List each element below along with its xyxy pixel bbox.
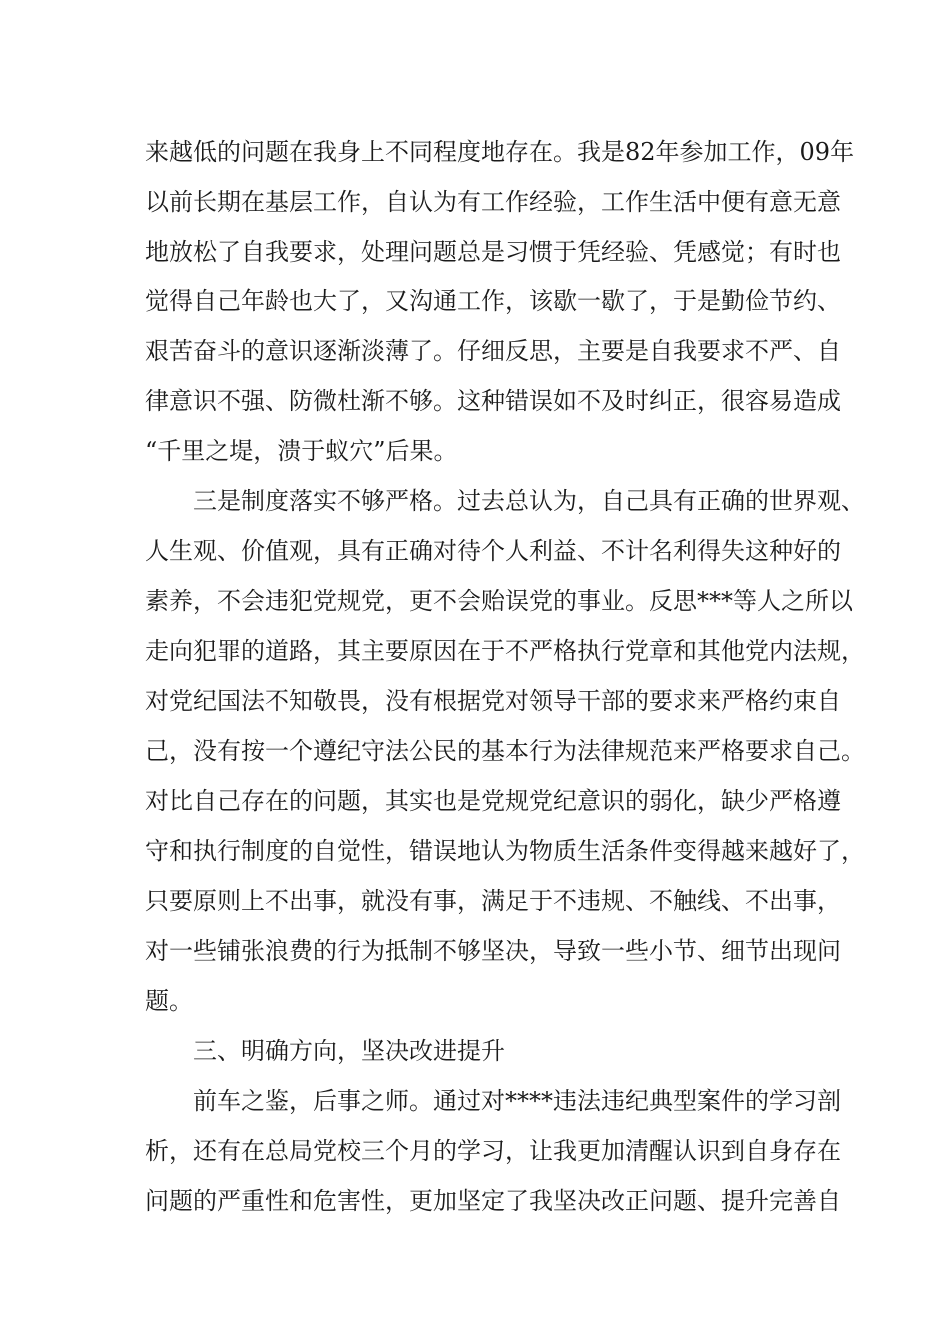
- text-line: 题。: [145, 987, 193, 1015]
- text-line: 觉得自己年龄也大了，又沟通工作，该歇一歇了，于是勤俭节约、: [145, 287, 841, 315]
- text-line: 析，还有在总局党校三个月的学习，让我更加清醒认识到自身存在: [145, 1137, 841, 1165]
- text-line: 地放松了自我要求，处理问题总是习惯于凭经验、凭感觉；有时也: [145, 238, 841, 266]
- paragraph-first-line: 三是制度落实不够严格。过去总认为，自己具有正确的世界观、: [193, 487, 865, 515]
- text-line: 艰苦奋斗的意识逐渐淡薄了。仔细反思，主要是自我要求不严、自: [145, 337, 841, 365]
- text-line: 己，没有按一个遵纪守法公民的基本行为法律规范来严格要求自己。: [145, 737, 865, 765]
- text-line: 问题的严重性和危害性，更加坚定了我坚决改正问题、提升完善自: [145, 1187, 841, 1215]
- text-line: 走向犯罪的道路，其主要原因在于不严格执行党章和其他党内法规，: [145, 637, 865, 665]
- text-line: 以前长期在基层工作，自认为有工作经验，工作生活中便有意无意: [145, 188, 841, 216]
- text-line: 人生观、价值观，具有正确对待个人利益、不计名利得失这种好的: [145, 537, 841, 565]
- paragraph-first-line: 前车之鉴，后事之师。通过对****违法违纪典型案件的学习剖: [193, 1087, 841, 1115]
- text-line: 律意识不强、防微杜渐不够。这种错误如不及时纠正，很容易造成: [145, 387, 841, 415]
- text-line: “千里之堤，溃于蚁穴”后果。: [145, 437, 458, 465]
- text-line: 对党纪国法不知敬畏，没有根据党对领导干部的要求来严格约束自: [145, 687, 841, 715]
- text-line: 对一些铺张浪费的行为抵制不够坚决，导致一些小节、细节出现问: [145, 937, 841, 965]
- section-heading: 三、明确方向，坚决改进提升: [193, 1037, 505, 1065]
- text-line: 对比自己存在的问题，其实也是党规党纪意识的弱化，缺少严格遵: [145, 787, 841, 815]
- text-line: 素养，不会违犯党规党，更不会贻误党的事业。反思***等人之所以: [145, 587, 853, 615]
- text-line: 守和执行制度的自觉性，错误地认为物质生活条件变得越来越好了，: [145, 837, 865, 865]
- text-line: 只要原则上不出事，就没有事，满足于不违规、不触线、不出事，: [145, 887, 841, 915]
- text-line: 来越低的问题在我身上不同程度地存在。我是82年参加工作，09年: [145, 138, 855, 166]
